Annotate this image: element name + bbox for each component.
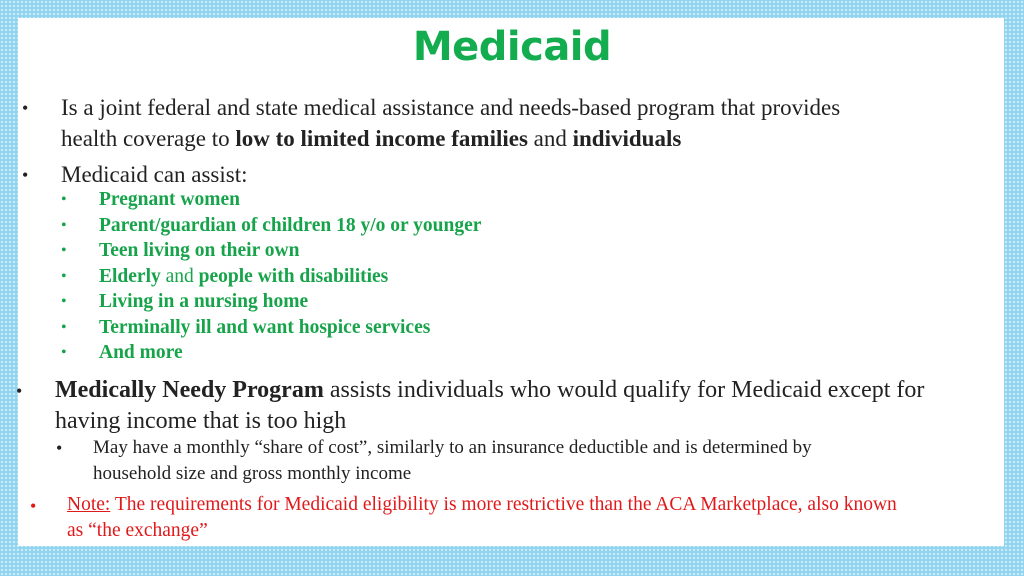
assist-item-5: Living in a nursing home [99, 291, 309, 312]
medically-needy-line-1 [55, 377, 924, 404]
note-text: The requirements for Medicaid eligibility is more restrictive than the ACA Marketplace, also known [110, 494, 897, 515]
assist-item-4-a: Elderly [99, 266, 161, 287]
sub-bullet: • [61, 293, 67, 310]
assist-item-4-connector: and [165, 266, 194, 287]
medically-needy-title: Medically Needy Program [55, 377, 324, 403]
bullet-assist: • [22, 165, 29, 185]
sub-bullet: • [61, 242, 67, 259]
medically-needy-text: assists individuals who would qualify for Medicaid except for [323, 377, 925, 403]
assist-item-7: And more [99, 342, 183, 363]
assist-heading: Medicaid can assist: [61, 162, 248, 187]
assist-item-6: Terminally ill and want hospice services [99, 317, 431, 338]
intro-line-1: Is a joint federal and state medical assistance and needs-based program that provides [61, 95, 841, 120]
sub-bullet: • [61, 344, 67, 361]
assist-item-4 [99, 266, 388, 288]
assist-item-4-b: people with disabilities [198, 266, 389, 287]
share-of-cost-line-1: May have a monthly “share of cost”, similarly to an insurance deductible and is determined by [93, 437, 812, 458]
note-label: Note: [67, 494, 111, 515]
sub-bullet: • [56, 438, 63, 458]
intro-emph-families: low to limited income families [235, 126, 528, 151]
note-line-1 [67, 494, 897, 516]
slide-title: Medicaid [412, 24, 612, 70]
assist-item-2: Parent/guardian of children 18 y/o or younger [99, 215, 482, 236]
sub-bullet: • [61, 191, 67, 208]
intro-emph-individuals: individuals [572, 126, 682, 151]
share-of-cost-line-2: household size and gross monthly income [93, 463, 412, 484]
bullet-intro: • [22, 98, 29, 118]
bullet-note: • [30, 496, 37, 516]
sub-bullet: • [61, 268, 67, 285]
assist-item-3: Teen living on their own [99, 240, 300, 261]
sub-bullet: • [61, 217, 67, 234]
intro-line-2 [61, 126, 681, 152]
assist-item-1: Pregnant women [99, 189, 241, 210]
bullet-medically-needy: • [16, 381, 23, 401]
medically-needy-line-2: having income that is too high [55, 408, 347, 434]
intro-text-a: health coverage to [61, 126, 236, 151]
intro-text-c: and [527, 126, 573, 151]
note-line-2: as “the exchange” [67, 520, 208, 541]
sub-bullet: • [61, 319, 67, 336]
